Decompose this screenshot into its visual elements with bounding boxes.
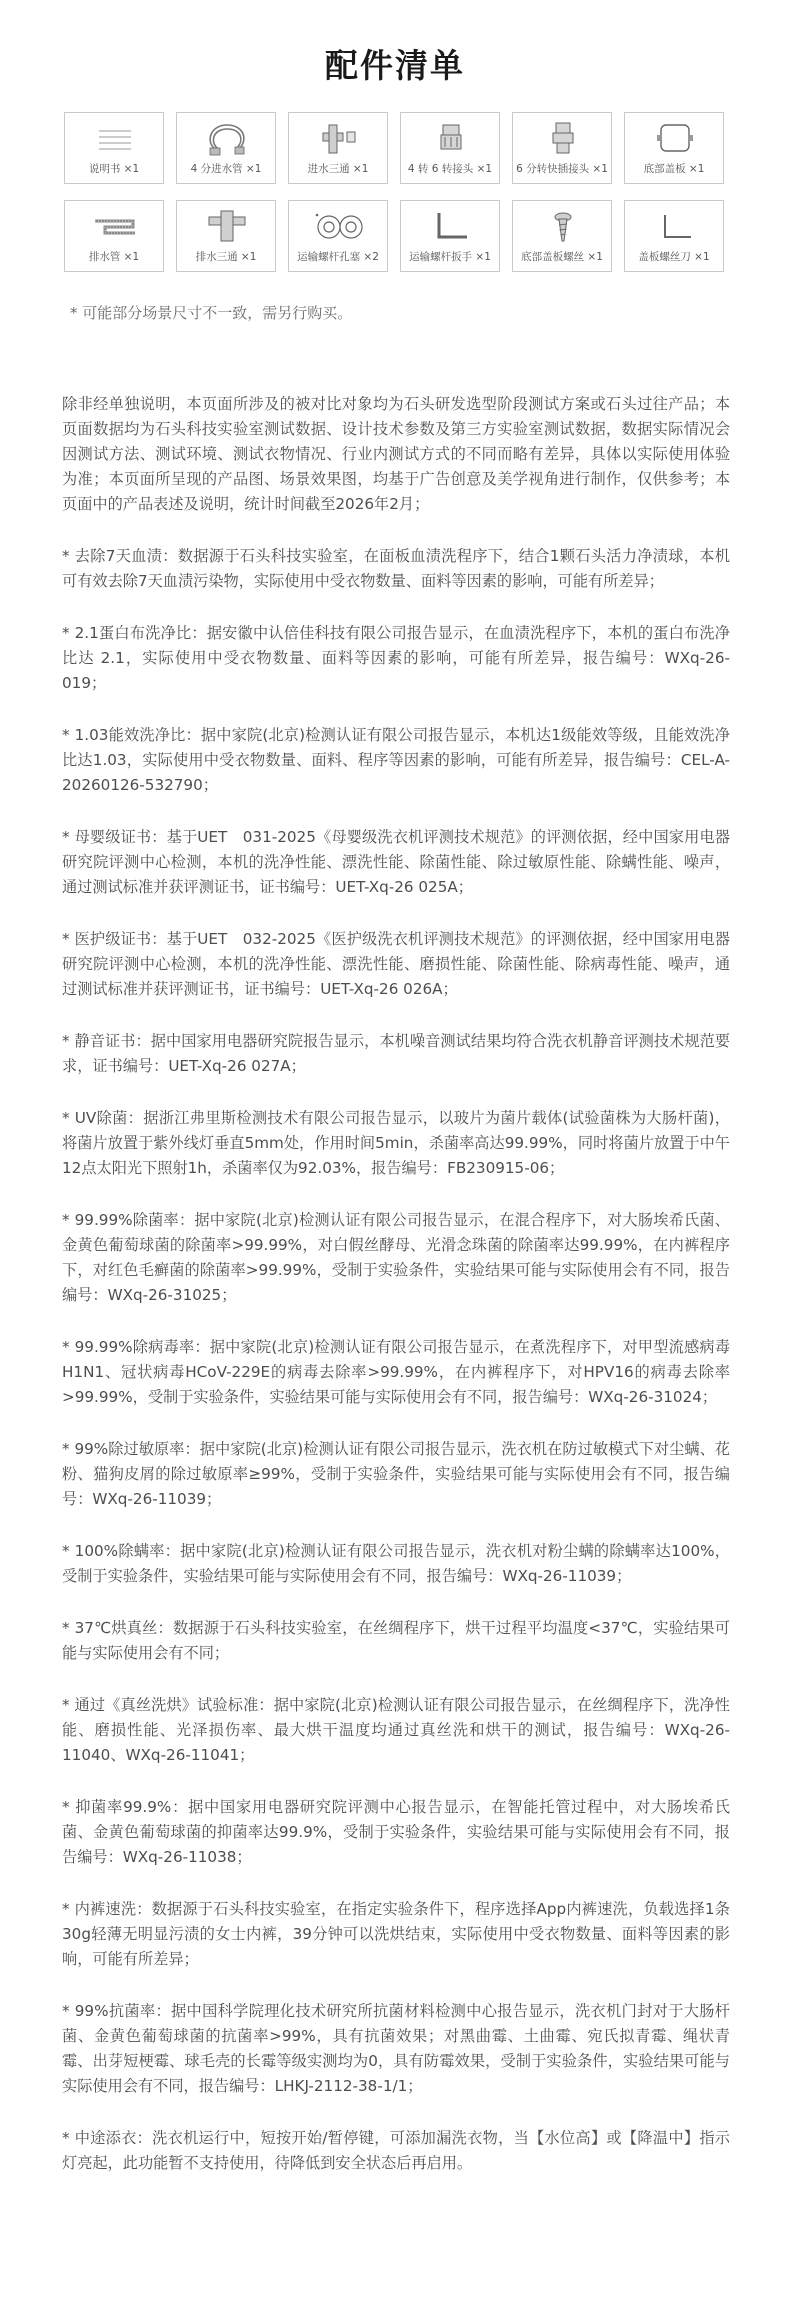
accessory-item	[288, 200, 388, 272]
accessory-item	[400, 200, 500, 272]
disclaimer-list	[62, 392, 730, 2203]
accessory-label: 运输螺杆孔塞 ×2	[297, 251, 379, 263]
wrench-icon	[421, 207, 481, 247]
accessory-item	[176, 200, 276, 272]
accessory-label: 说明书 ×1	[88, 163, 140, 175]
drain-tee-icon	[197, 207, 257, 247]
disclaimer-paragraph: * 静音证书：据中国家用电器研究院报告显示，本机噪音测试结果均符合洗衣机静音评测技术规范要求，证书编号：UET-Xq-26 027A；	[62, 1032, 730, 1075]
inlet-hose-icon	[197, 119, 257, 159]
disclaimer-paragraph: * 去除7天血渍：数据源于石头科技实验室，在面板血渍洗程序下，结合1颗石头活力净渍球，本机可有效去除7天血渍污染物，实际使用中受衣物数量、面料等因素的影响，可能有所差异；	[62, 547, 730, 590]
accessory-label: 底部盖板螺丝 ×1	[521, 251, 603, 263]
accessory-label: 6 分转快插接头 ×1	[516, 163, 608, 175]
screwdriver-icon	[645, 207, 705, 247]
disclaimer-paragraph: * 1.03能效洗净比：据中家院(北京)检测认证有限公司报告显示，本机达1级能效等级，且能效洗净比达1.03，实际使用中受衣物数量、面料、程序等因素的影响，可能有所差异，报告编号：CEL-A-20260126-532790；	[62, 726, 730, 794]
accessory-item	[64, 112, 164, 184]
accessory-label: 运输螺杆扳手 ×1	[409, 251, 491, 263]
accessory-item	[288, 112, 388, 184]
tee-connector-icon	[309, 119, 369, 159]
note-text: * 可能部分场景尺寸不一致，需另行购买。	[70, 304, 353, 322]
accessory-label: 进水三通 ×1	[307, 163, 369, 175]
disclaimer-paragraph: * 99%除过敏原率：据中家院(北京)检测认证有限公司报告显示，洗衣机在防过敏模式下对尘螨、花粉、猫狗皮屑的除过敏原率≥99%，受制于实验条件，实验结果可能与实际使用会有不同，报告编号：WXq-26-11039；	[62, 1440, 730, 1508]
disclaimer-paragraph: * 抑菌率99.9%：据中国家用电器研究院评测中心报告显示，在智能托管过程中，对大肠埃希氏菌、金黄色葡萄球菌的抑菌率达99.9%，受制于实验条件，实验结果可能与实际使用会有不同，报告编号：WXq-26-11038；	[62, 1798, 730, 1866]
disclaimer-paragraph: * UV除菌：据浙江弗里斯检测技术有限公司报告显示，以玻片为菌片载体(试验菌株为大肠杆菌)，将菌片放置于紫外线灯垂直5mm处，作用时间5min，杀菌率高达99.99%，同时将菌片放置于中午12点太阳光下照射1h，杀菌率仅为92.03%，报告编号：FB230915-06；	[62, 1109, 730, 1177]
disclaimer-paragraph: * 医护级证书：基于UET 032-2025《医护级洗衣机评测技术规范》的评测依据，经中国家用电器研究院评测中心检测，本机的洗净性能、漂洗性能、磨损性能、除菌性能、除病毒性能、噪声，通过测试标准并获评测证书，证书编号：UET-Xq-26 026A；	[62, 930, 730, 998]
drain-hose-icon	[85, 207, 145, 247]
disclaimer-paragraph: * 37℃烘真丝：数据源于石头科技实验室，在丝绸程序下，烘干过程平均温度<37℃，实验结果可能与实际使用会有不同；	[62, 1619, 730, 1662]
disclaimer-paragraph: * 母婴级证书：基于UET 031-2025《母婴级洗衣机评测技术规范》的评测依据，经中国家用电器研究院评测中心检测，本机的洗净性能、漂洗性能、除菌性能、除过敏原性能、除螨性能、噪声，通过测试标准并获评测证书，证书编号：UET-Xq-26 025A；	[62, 828, 730, 896]
accessory-item	[512, 112, 612, 184]
bottom-cover-icon	[645, 119, 705, 159]
page-title: 配件清单	[325, 46, 465, 85]
disclaimer-paragraph: * 通过《真丝洗烘》试验标准：据中家院(北京)检测认证有限公司报告显示，在丝绸程序下，洗净性能、磨损性能、光泽损伤率、最大烘干温度均通过真丝洗和烘干的测试，报告编号：WXq-26-11040、WXq-26-11041；	[62, 1696, 730, 1764]
accessory-label: 底部盖板 ×1	[643, 163, 705, 175]
accessory-item	[64, 200, 164, 272]
accessory-item	[400, 112, 500, 184]
accessory-label: 4 转 6 转接头 ×1	[407, 163, 493, 175]
quick-connector-icon	[533, 119, 593, 159]
accessory-item	[176, 112, 276, 184]
accessory-grid	[64, 112, 726, 272]
accessory-label: 排水管 ×1	[88, 251, 140, 263]
accessory-label: 排水三通 ×1	[195, 251, 257, 263]
disclaimer-paragraph: * 2.1蛋白布洗净比：据安徽中认倍佳科技有限公司报告显示，在血渍洗程序下，本机的蛋白布洗净比达 2.1，实际使用中受衣物数量、面料等因素的影响，可能有所差异，报告编号：WXq-26-019；	[62, 624, 730, 692]
screw-icon	[533, 207, 593, 247]
accessory-item	[624, 200, 724, 272]
manual-icon	[85, 119, 145, 159]
disclaimer-paragraph: * 99%抗菌率：据中国科学院理化技术研究所抗菌材料检测中心报告显示，洗衣机门封对于大肠杆菌、金黄色葡萄球菌的抗菌率>99%，具有抗菌效果；对黑曲霉、土曲霉、宛氏拟青霉、绳状青霉、出芽短梗霉、球毛壳的长霉等级实测均为0，具有防霉效果，受制于实验条件，实验结果可能与实际使用会有不同，报告编号：LHKJ-2112-38-1/1；	[62, 2002, 730, 2095]
disclaimer-paragraph: 除非经单独说明，本页面所涉及的被对比对象均为石头研发选型阶段测试方案或石头过往产品；本页面数据均为石头科技实验室测试数据、设计技术参数及第三方实验室测试数据，数据实际情况会因测试方法、测试环境、测试衣物情况、行业内测试方式的不同而略有差异，具体以实际使用体验为准；本页面所呈现的产品图、场景效果图，均基于广告创意及美学视角进行制作，仅供参考；本页面中的产品表述及说明，统计时间截至2026年2月；	[62, 395, 730, 513]
accessory-label: 盖板螺丝刀 ×1	[638, 251, 710, 263]
disclaimer-paragraph: * 99.99%除病毒率：据中家院(北京)检测认证有限公司报告显示，在煮洗程序下，对甲型流感病毒H1N1、冠状病毒HCoV-229E的病毒去除率>99.99%，在内裤程序下，对HPV16的病毒去除率>99.99%，受制于实验条件，实验结果可能与实际使用会有不同，报告编号：WXq-26-31024；	[62, 1338, 730, 1406]
disclaimer-paragraph: * 内裤速洗：数据源于石头科技实验室，在指定实验条件下，程序选择App内裤速洗，负载选择1条30g轻薄无明显污渍的女士内裤，39分钟可以洗烘结束，实际使用中受衣物数量、面料等因素的影响，可能有所差异；	[62, 1900, 730, 1968]
accessory-label: 4 分进水管 ×1	[190, 163, 262, 175]
disclaimer-paragraph: * 99.99%除菌率：据中家院(北京)检测认证有限公司报告显示，在混合程序下，对大肠埃希氏菌、金黄色葡萄球菌的除菌率>99.99%，对白假丝酵母、光滑念珠菌的除菌率达99.99%，在内裤程序下，对红色毛癣菌的除菌率>99.99%，受制于实验条件，实验结果可能与实际使用会有不同，报告编号：WXq-26-31025；	[62, 1211, 730, 1304]
disclaimer-paragraph: * 中途添衣：洗衣机运行中，短按开始/暂停键，可添加漏洗衣物，当【水位高】或【降温中】指示灯亮起，此功能暂不支持使用，待降低到安全状态后再启用。	[62, 2129, 730, 2172]
bolt-plug-icon	[309, 207, 369, 247]
disclaimer-paragraph: * 100%除螨率：据中家院(北京)检测认证有限公司报告显示，洗衣机对粉尘螨的除螨率达100%，受制于实验条件，实验结果可能与实际使用会有不同，报告编号：WXq-26-11039；	[62, 1542, 730, 1585]
adapter-icon	[421, 119, 481, 159]
accessory-item	[624, 112, 724, 184]
accessory-item	[512, 200, 612, 272]
